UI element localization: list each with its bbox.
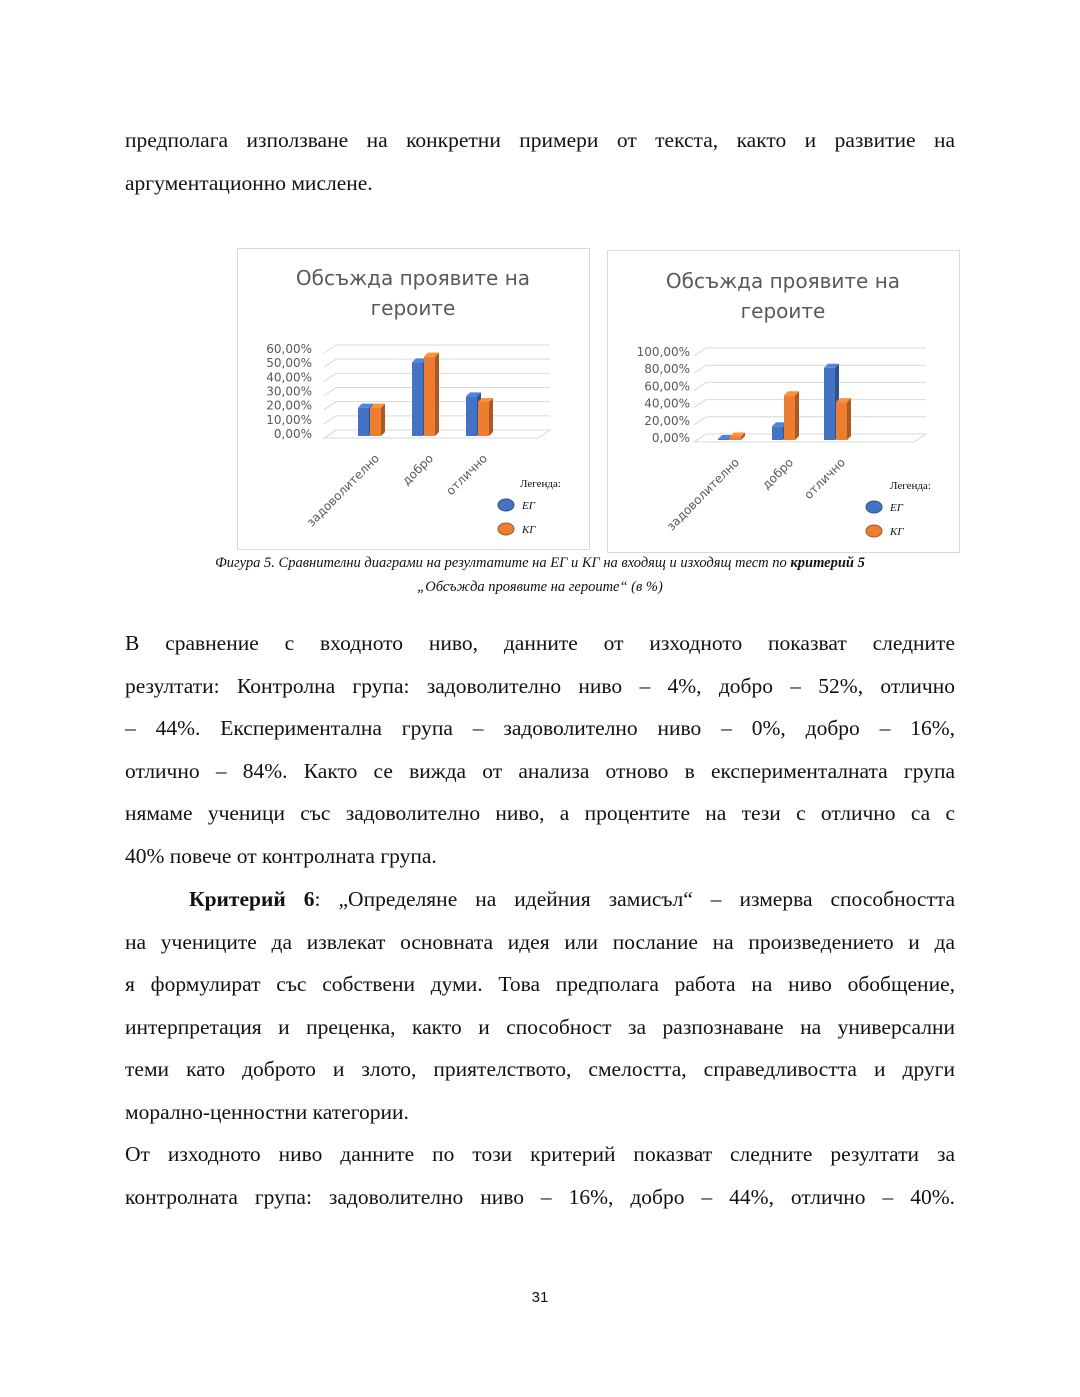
paragraph-line: резултати: Контролна група: задоволително ниво – 4%, добро – 52%, отлично (125, 673, 955, 698)
bar-front (412, 362, 423, 436)
paragraph-line: 40% повече от контролната група. (125, 843, 437, 868)
bar-front (784, 395, 795, 440)
chart-title: героите (370, 296, 456, 320)
paragraph-line: интерпретация и преценка, както и способност за разпознаване на универсални (125, 1014, 955, 1039)
bar-side (435, 353, 439, 436)
legend-title: Легенда: (520, 478, 561, 490)
bar-front (358, 408, 369, 436)
legend-marker (866, 525, 882, 537)
paragraph-line (125, 878, 955, 921)
paragraph-line: я формулират със собствени думи. Това предполага работа на ниво обобщение, (125, 972, 955, 996)
gridline-depth (324, 345, 336, 353)
y-tick-label: 60,00% (644, 379, 690, 394)
gridline-depth (324, 402, 336, 410)
top-paragraph (125, 119, 955, 204)
paragraph-line: аргументационно мислене. (125, 170, 373, 195)
paragraph-line: морално-ценностни категории. (125, 1099, 409, 1124)
bar-front (772, 426, 783, 440)
legend-label: КГ (890, 526, 904, 538)
paragraph-line: В сравнение с входното ниво, данните от изходното показват следните (125, 631, 955, 655)
chart-output-test (607, 250, 960, 553)
bar-front (836, 402, 847, 440)
gridline-depth (324, 373, 336, 381)
bar-front (478, 402, 489, 436)
bar-side (795, 391, 799, 440)
results-paragraph (125, 622, 955, 877)
legend-marker (866, 501, 882, 513)
bar-КГ-отлично (478, 398, 493, 436)
y-tick-label: 50,00% (266, 356, 312, 371)
bar-front (370, 408, 381, 436)
x-tick-label: отлично (443, 451, 491, 498)
bar-КГ-отлично (836, 398, 851, 440)
y-tick-label: 40,00% (644, 396, 690, 411)
y-tick-label: 40,00% (266, 370, 312, 385)
paragraph-line: на учениците да извлекат основната идея или послание на произведението и да (125, 929, 955, 954)
chart-title: Обсъжда проявите на (665, 269, 901, 293)
y-tick-label: 10,00% (266, 412, 312, 427)
legend-label: КГ (522, 524, 536, 536)
gridline-depth (324, 359, 336, 367)
paragraph-line: контролната група: задоволително ниво – 16%, добро – 44%, отлично – 40%. (125, 1184, 955, 1209)
legend-marker (498, 499, 514, 511)
bar-front (824, 368, 835, 440)
legend-title: Легенда: (890, 480, 931, 492)
paragraph-line: предполага използване на конкретни примери от текста, както и развитие на (125, 128, 955, 152)
caption-bold: критерий 5 (790, 555, 865, 571)
x-tick-label: задоволително (303, 451, 383, 530)
gridline-depth (694, 400, 706, 408)
paragraph-line: нямаме ученици със задоволително ниво, а процентите на тези с отлично са с (125, 801, 955, 825)
y-tick-label: 60,00% (266, 342, 312, 356)
paragraph-line: теми като доброто и злото, приятелството, смелостта, справедливостта и други (125, 1057, 955, 1081)
gridline-depth (324, 416, 336, 424)
gridline-depth (694, 382, 706, 390)
gridline-depth (694, 365, 706, 373)
paragraph-line: – 44%. Експериментална група – задоволително ниво – 0%, добро – 16%, (125, 716, 955, 740)
legend-label: ЕГ (522, 500, 535, 512)
bar-front (466, 396, 477, 436)
y-tick-label: 100,00% (636, 345, 690, 359)
caption-text: Фигура 5. Сравнителни диаграми на резултатите на ЕГ и КГ на входящ и изходящ тест по (215, 555, 791, 571)
bar-chart-svg (608, 251, 959, 552)
bar-side (381, 404, 385, 436)
bar-front (718, 439, 729, 440)
y-tick-label: 20,00% (266, 398, 312, 413)
y-tick-label: 0,00% (651, 431, 690, 445)
bar-front (730, 437, 741, 440)
paragraph-line: От изходното ниво данните по този критерий показват следните резултати за (125, 1142, 955, 1166)
bar-КГ-добро (784, 391, 799, 440)
chart-title: Обсъжда проявите на (295, 266, 531, 290)
y-tick-label: 80,00% (644, 362, 690, 377)
x-tick-label: отлично (801, 455, 849, 502)
gridline-depth (324, 388, 336, 396)
paragraph-line: отлично – 84%. Както се вижда от анализа отново в експерименталната група (125, 758, 955, 783)
criterion-label: Критерий 6 (189, 887, 315, 911)
chart-input-test (237, 248, 590, 550)
caption-line-2: „Обсъжда проявите на героите“ (в %) (417, 579, 663, 595)
criterion-paragraph (125, 878, 955, 1133)
x-tick-label: добро (759, 455, 797, 492)
gridline-depth (694, 348, 706, 356)
chart-title: героите (740, 299, 826, 323)
legend-label: ЕГ (890, 502, 903, 514)
final-paragraph (125, 1133, 955, 1218)
legend-marker (498, 523, 514, 535)
gridline-depth (694, 417, 706, 425)
page-number: 31 (531, 1289, 549, 1306)
bar-side (847, 398, 851, 440)
y-tick-label: 20,00% (644, 413, 690, 428)
y-tick-label: 0,00% (273, 427, 312, 441)
y-tick-label: 30,00% (266, 384, 312, 399)
figure-caption (100, 551, 980, 599)
bar-chart-svg (238, 249, 589, 549)
bar-front (424, 357, 435, 436)
criterion-text: : „Определяне на идейния замисъл“ – измерва способността (314, 887, 955, 911)
bar-КГ-добро (424, 353, 439, 436)
x-tick-label: добро (399, 451, 437, 488)
caption-line-1 (100, 551, 980, 575)
x-tick-label: задоволително (663, 455, 743, 534)
bar-КГ-задоволително (370, 404, 385, 436)
bar-side (489, 398, 493, 436)
